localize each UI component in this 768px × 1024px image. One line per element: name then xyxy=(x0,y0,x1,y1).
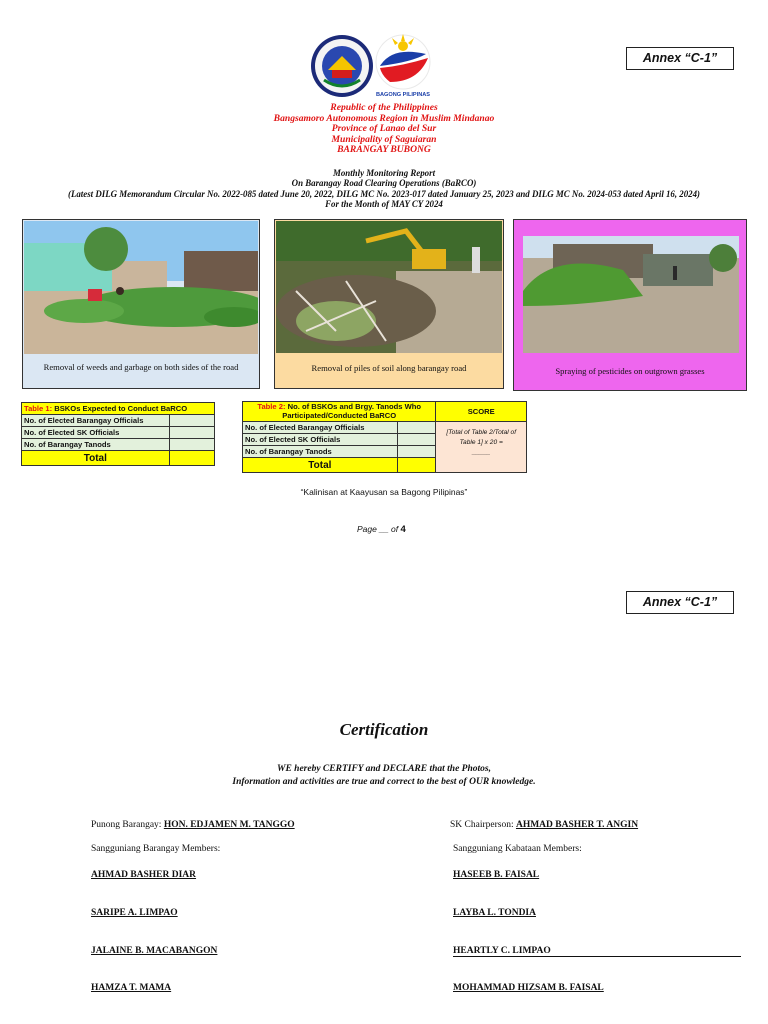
header-line: Bangsamoro Autonomous Region in Muslim Mindanao xyxy=(273,112,495,124)
photo-soil-removal xyxy=(276,221,502,353)
photo-pesticide-spraying xyxy=(523,236,739,353)
table1-title xyxy=(22,403,215,415)
table2-row-label: No. of Elected Barangay Officials xyxy=(243,422,398,434)
table1-row-value[interactable] xyxy=(169,439,214,451)
photo-panel-pesticides xyxy=(513,219,747,391)
report-title: Monthly Monitoring Report xyxy=(332,168,436,178)
table1-prefix: Table 1: xyxy=(24,404,53,413)
certification-line: Information and activities are true and correct to the best of OUR knowledge. xyxy=(232,776,536,787)
report-reference: (Latest DILG Memorandum Circular No. 2022-085 dated June 20, 2022, DILG MC No. 2023-017 dated January 25, 2023 and DILG MC No. 2024-053 dated April 16, 2024) xyxy=(67,188,701,199)
table2-row-label: No. of Elected SK Officials xyxy=(243,434,398,446)
table1-row-value[interactable] xyxy=(169,415,214,427)
header-line: Municipality of Saguiaran xyxy=(331,133,437,145)
punong-barangay xyxy=(91,820,295,830)
sk-member-name: MOHAMMAD HIZSAM B. FAISAL xyxy=(453,983,604,993)
bagong-pilipinas-text: BAGONG PILIPINAS xyxy=(375,92,431,98)
sb-member-name: AHMAD BASHER DIAR xyxy=(91,870,197,880)
sk-member-name: HASEEB B. FAISAL xyxy=(453,870,540,880)
header-line: Province of Lanao del Sur xyxy=(331,123,437,135)
table2-row-value[interactable] xyxy=(397,434,436,446)
photo-caption: Removal of weeds and garbage on both sides of the road xyxy=(43,362,239,372)
header-line: BARANGAY BUBONG xyxy=(337,144,431,156)
table1-row-label: No. of Elected Barangay Officials xyxy=(22,415,170,427)
certification-line: WE hereby CERTIFY and DECLARE that the Photos, xyxy=(277,764,491,774)
table2-row-value[interactable] xyxy=(397,446,436,458)
table2-row-value[interactable] xyxy=(397,422,436,434)
report-heading xyxy=(0,168,768,210)
table-bskos-participated xyxy=(242,401,527,473)
photo-caption: Spraying of pesticides on outgrown grasses xyxy=(555,366,705,376)
table2-row-label: No. of Barangay Tanods xyxy=(243,446,398,458)
sk-members-label: Sangguniang Kabataan Members: xyxy=(453,844,582,854)
sk-chair-name: AHMAD BASHER T. ANGIN xyxy=(515,820,639,830)
barangay-seal-icon xyxy=(310,34,374,98)
sb-member-name: SARIPE A. LIMPAO xyxy=(91,908,178,918)
photo-weed-removal xyxy=(24,221,258,354)
sk-chairperson xyxy=(450,820,638,830)
punong-name: HON. EDJAMEN M. TANGGO xyxy=(163,820,295,830)
score-blank[interactable]: _____ xyxy=(472,449,491,456)
sk-chair-label: SK Chairperson: xyxy=(450,820,516,830)
table1-row-label: No. of Elected SK Officials xyxy=(22,427,170,439)
page-total: 4 xyxy=(400,524,406,535)
sk-member-name: LAYBA L. TONDIA xyxy=(453,908,536,918)
motto: “Kalinisan at Kaayusan sa Bagong Pilipinas” xyxy=(300,487,468,497)
page-number xyxy=(357,524,406,535)
certification-statement xyxy=(0,763,768,788)
table1-row-label: No. of Barangay Tanods xyxy=(22,439,170,451)
table2-prefix: Table 2: xyxy=(257,402,286,411)
page-prefix: Page __ of xyxy=(357,524,401,534)
certification-title: Certification xyxy=(339,720,429,739)
table-bskos-expected xyxy=(21,402,215,466)
score-cell xyxy=(436,422,527,473)
table2-total-value[interactable] xyxy=(397,458,436,473)
sk-member-name: HEARTLY C. LIMPAO xyxy=(453,946,741,957)
photo-panel-soil xyxy=(274,219,504,389)
table1-row-value[interactable] xyxy=(169,427,214,439)
bagong-pilipinas-logo-icon xyxy=(372,32,434,98)
header-line: Republic of the Philippines xyxy=(330,102,438,113)
sb-member-name: JALAINE B. MACABANGON xyxy=(91,946,218,956)
report-month: For the Month of MAY CY 2024 xyxy=(325,199,443,210)
table2-title-text: No. of BSKOs and Brgy. Tanods Who Participated/Conducted BaRCO xyxy=(282,402,422,420)
photo-caption: Removal of piles of soil along barangay road xyxy=(311,363,467,373)
annex-label: Annex “C-1” xyxy=(626,47,734,70)
sb-members-label: Sangguniang Barangay Members: xyxy=(91,844,221,854)
report-subtitle: On Barangay Road Clearing Operations (BaRCO) xyxy=(291,178,477,189)
header-block xyxy=(0,103,768,156)
table1-total-label: Total xyxy=(22,451,170,466)
table2-total-label: Total xyxy=(243,458,398,473)
score-formula: [Total of Table 2/Total of Table 1] x 20 = xyxy=(446,429,517,446)
table1-title-text: BSKOs Expected to Conduct BaRCO xyxy=(52,404,188,413)
punong-label: Punong Barangay: xyxy=(91,820,164,830)
table1-total-value[interactable] xyxy=(169,451,214,466)
sb-member-name: HAMZA T. MAMA xyxy=(91,983,172,993)
photo-panel-weeds xyxy=(22,219,260,389)
annex-label-page2: Annex “C-1” xyxy=(626,591,734,614)
table2-title xyxy=(243,402,436,422)
score-header: SCORE xyxy=(436,402,527,422)
